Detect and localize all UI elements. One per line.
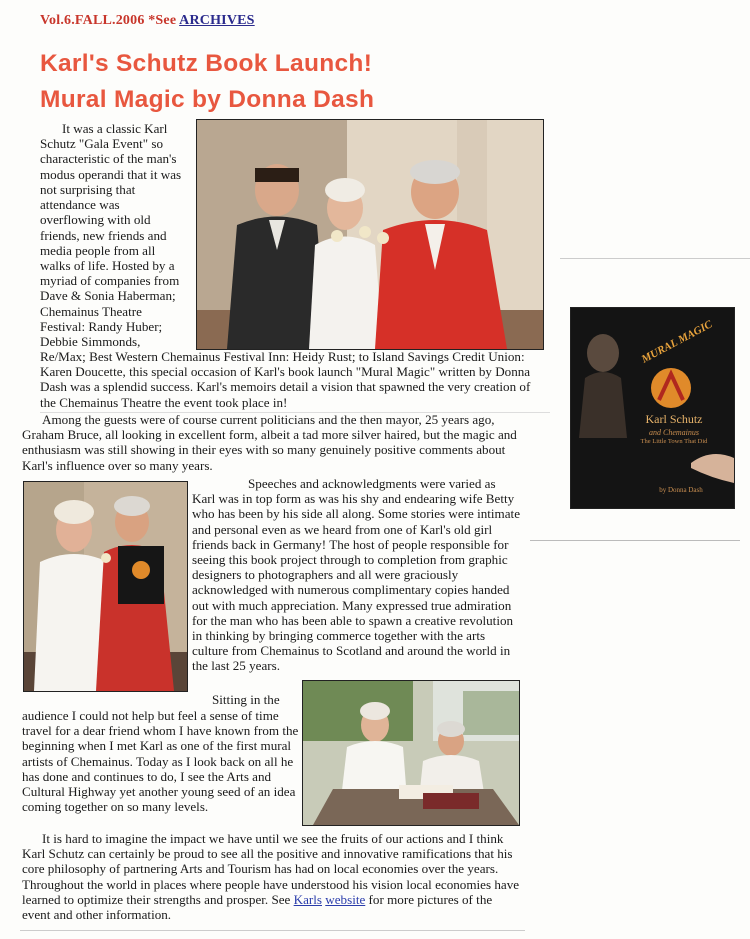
paragraph-5-end: for more pictures of the event and other information. [22, 891, 493, 923]
paragraph-1-line: overflowing with old [40, 212, 151, 228]
photo-toast [196, 119, 544, 350]
paragraph-1-line: media people from all [40, 242, 156, 258]
headline-line-2: Mural Magic by Donna Dash [40, 86, 375, 113]
book-subtitle-1: and Chemainus [649, 428, 699, 437]
paragraph-5-text: It is hard to imagine the impact we have until we see the fruits of our actions and I think Karl Schutz can certainly be proud to see all the positive and innovative ramifications that his core philosophy of partnering Arts and Tourism has had on local economies over the years. Throughout the world in places where people have understood his vision local economies have learned to optimize their strengths and prosper. See [22, 831, 520, 907]
karls-link[interactable]: Karls [293, 891, 322, 907]
book-subtitle-2: The Little Town That Did [640, 438, 708, 445]
book-title: MURAL MAGIC [639, 318, 715, 366]
paragraph-1-line: not surprising that [40, 181, 136, 197]
paragraph-1-line: It was a classic Karl [62, 121, 168, 136]
issue-label: Vol.6.FALL.2006 *See [40, 13, 180, 28]
book-byline: by Donna Dash [659, 486, 703, 494]
paragraph-1-line: Festival: Randy Huber; [40, 318, 163, 334]
paragraph-1-line: characteristic of the man's [40, 151, 177, 167]
article-paragraph-3 [192, 476, 522, 674]
paragraph-3-text: Speeches and acknowledgments were varied as Karl was in top form as was his shy and endearing wife Betty who has been by his side all along. Some stories were intimate and personal even as we heard from one of Karl's old girl friends back in Germany! The host of people responsible for seeing this book project through to completion from graphic designers to photographers and all were graciously acknowledged with numerous complimentary copies handed out with much appreciation. Many expressed true admiration for the man who has been able to spawn a creative revolution in thinking by bringing commerce together with the arts culture from Chemainus to Scotland and around the world in the last 25 years. [192, 476, 521, 674]
article-paragraph-5 [22, 831, 522, 922]
footer-divider [20, 930, 525, 931]
paragraph-2-text: Among the guests were of course current politicians and the then mayor, 25 years ago, Graham Bruce, all looking in excellent form, albeit a tad more silver haired, but the magic and enthusiasm was still showing in their eyes with so many genuinely positive comments about Karl's influence over so many years. [22, 412, 517, 473]
article-paragraph-2 [22, 412, 524, 473]
paragraph-1-line: Schutz "Gala Event" so [40, 136, 164, 152]
article-paragraph-4: audience I could not help but feel a sense of time travel for a dear friend whom I have known from the beginning when I met Karl as one of the first mural artists of Chemainus. Today as I look back on all he has done and continues to do, I see the Arts and Cultural Highway yet another young seed of an idea coming together on so many levels. [22, 708, 299, 815]
paragraph-1-line: Debbie Simmonds, [40, 334, 141, 350]
paragraph-1-line: Chemainus Theatre [40, 303, 142, 319]
photo-couple-book [23, 481, 188, 692]
paragraph-1-lines [40, 121, 198, 349]
paragraph-1-line: walks of life. Hosted by a [40, 257, 175, 273]
paragraph-1-line: friends, new friends and [40, 227, 167, 243]
masthead [40, 13, 255, 29]
paragraph-1-line: myriad of companies from [40, 273, 180, 289]
paragraph-1-line: Dave & Sonia Haberman; [40, 288, 176, 304]
headline-line-1: Karl's Schutz Book Launch! [40, 50, 373, 77]
book-cover [570, 307, 735, 509]
article-paragraph-1-narrow [40, 121, 198, 349]
book-author: Karl Schutz [645, 412, 703, 426]
website-link[interactable]: website [325, 891, 366, 907]
photo-book-signing [302, 680, 520, 826]
archives-link[interactable]: ARCHIVES [179, 13, 255, 28]
divider [530, 540, 740, 541]
paragraph-1-line: modus operandi that it was [40, 166, 182, 182]
article-paragraph-1-continuation: Re/Max; Best Western Chemainus Festival Inn: Heidy Rust; to Island Savings Credit Union: Karen Doucette, this special occasion of Karl's book launch "Mural Magic" written by Donna Dash was a splendid success. Karl's memoirs detail a vision that spawned the very creation of the Chemainus Theatre the event took place in! [40, 349, 531, 410]
paragraph-1-line: attendance was [40, 197, 120, 213]
article-paragraph-4-first: Sitting in the [212, 692, 280, 707]
divider [560, 258, 750, 259]
